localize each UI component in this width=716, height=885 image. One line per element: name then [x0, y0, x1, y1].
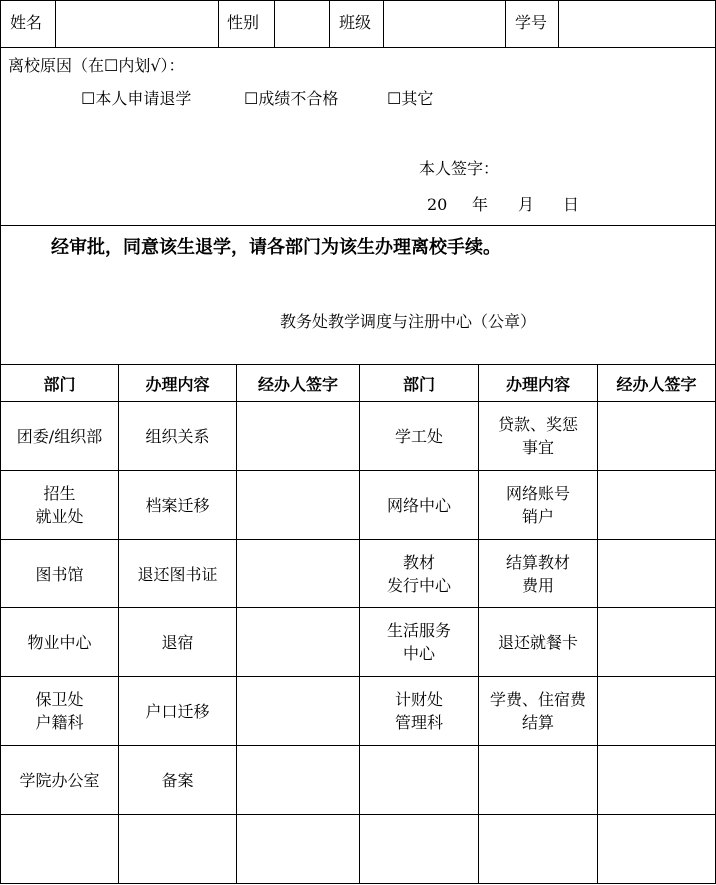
- signature-label: 本人签字：: [419, 159, 500, 178]
- cell-text-line: 计财处: [394, 690, 443, 709]
- gender-label: 性别: [227, 13, 260, 32]
- approval-statement: 经审批，同意该生退学，请各部门为该生办理离校手续。: [51, 237, 501, 258]
- cell-text-line: 档案迁移: [145, 495, 210, 515]
- table-cell-dept-left: [1, 471, 118, 539]
- date-day-label: 日: [563, 195, 580, 214]
- table-cell-signer-right[interactable]: [598, 540, 715, 608]
- table-cell-signer-left[interactable]: [237, 402, 359, 470]
- class-label: 班级: [339, 13, 372, 32]
- table-cell-signer-left[interactable]: [237, 746, 359, 814]
- class-field[interactable]: [384, 1, 504, 46]
- cell-text-line: 事宜: [521, 438, 554, 457]
- cell-text-line: 退还就餐卡: [497, 632, 578, 652]
- gender-field[interactable]: [275, 1, 328, 46]
- name-label: 姓名: [10, 13, 43, 32]
- table-header-dept-right: 部门: [402, 374, 435, 394]
- table-cell-dept-left: [1, 815, 118, 883]
- table-cell-content-right: [479, 402, 597, 470]
- table-cell-content-right: [479, 746, 597, 814]
- table-header-dept-left: 部门: [43, 374, 76, 394]
- table-cell-content-left: [119, 815, 236, 883]
- date-year-prefix: 20: [427, 195, 448, 214]
- cell-text-line: 中心: [402, 644, 435, 663]
- table-cell-signer-right[interactable]: [598, 677, 715, 745]
- reason-option-self-withdraw[interactable]: ☐本人申请退学: [81, 89, 192, 108]
- table-cell-content-left: [119, 540, 236, 608]
- table-cell-signer-left[interactable]: [237, 815, 359, 883]
- cell-text-line: 结算教材: [505, 553, 570, 572]
- table-cell-content-right: [479, 540, 597, 608]
- student-id-field[interactable]: [559, 1, 714, 46]
- cell-text-line: 学院办公室: [19, 770, 100, 790]
- table-cell-dept-left: [1, 608, 118, 676]
- table-header-content-right: 办理内容: [505, 374, 570, 394]
- cell-text-line: 学工处: [394, 426, 443, 446]
- cell-text-line: 教材: [402, 553, 435, 572]
- table-cell-signer-right[interactable]: [598, 402, 715, 470]
- table-header-signer-right: 经办人签字: [616, 374, 697, 394]
- divider-header-row: [0, 47, 716, 48]
- table-cell-dept-right: [360, 608, 478, 676]
- cell-text-line: 管理科: [394, 713, 443, 732]
- cell-text-line: 就业处: [35, 507, 84, 526]
- cell-text-line: 招生: [43, 484, 76, 503]
- cell-text-line: 备案: [161, 770, 194, 790]
- cell-text-line: 学费、住宿费: [489, 690, 586, 709]
- cell-text-line: 网络中心: [386, 495, 451, 515]
- table-cell-dept-left: [1, 677, 118, 745]
- cell-text-line: 退还图书证: [137, 564, 218, 584]
- cell-text-line: 贷款、奖惩: [497, 415, 578, 434]
- table-cell-signer-left[interactable]: [237, 471, 359, 539]
- table-cell-signer-left[interactable]: [237, 608, 359, 676]
- cell-text-line: 物业中心: [27, 632, 92, 652]
- cell-text-line: 户口迁移: [145, 701, 210, 721]
- reason-option-other[interactable]: ☐其它: [387, 89, 434, 108]
- reason-title: 离校原因（在☐内划√）：: [8, 56, 185, 75]
- cell-text-line: 团委/组织部: [16, 426, 103, 446]
- header-sep: [329, 0, 330, 47]
- table-cell-signer-right[interactable]: [598, 471, 715, 539]
- header-sep: [218, 0, 219, 47]
- table-cell-content-right: [479, 471, 597, 539]
- table-cell-content-left: [119, 677, 236, 745]
- table-cell-content-left: [119, 746, 236, 814]
- cell-text-line: 户籍科: [35, 713, 84, 732]
- table-cell-content-right: [479, 677, 597, 745]
- table-cell-dept-right: [360, 540, 478, 608]
- table-cell-content-right: [479, 815, 597, 883]
- table-cell-signer-left[interactable]: [237, 540, 359, 608]
- cell-text-line: 组织关系: [145, 426, 210, 446]
- cell-text-line: 退宿: [161, 632, 194, 652]
- table-cell-content-left: [119, 402, 236, 470]
- cell-text-line: 图书馆: [35, 564, 84, 584]
- header-sep: [505, 0, 506, 47]
- table-cell-signer-right[interactable]: [598, 608, 715, 676]
- table-cell-dept-left: [1, 540, 118, 608]
- table-cell-dept-left: [1, 402, 118, 470]
- name-field[interactable]: [56, 1, 217, 46]
- table-cell-signer-right[interactable]: [598, 746, 715, 814]
- date-month-label: 月: [518, 195, 535, 214]
- student-id-label: 学号: [515, 13, 548, 32]
- table-cell-dept-right: [360, 471, 478, 539]
- table-cell-dept-right: [360, 815, 478, 883]
- table-cell-dept-left: [1, 746, 118, 814]
- cell-text-line: 结算: [521, 713, 554, 732]
- cell-text-line: 销户: [521, 507, 554, 526]
- cell-text-line: 费用: [521, 576, 554, 595]
- table-header-signer-left: 经办人签字: [257, 374, 338, 394]
- reason-option-grades[interactable]: ☐成绩不合格: [244, 89, 339, 108]
- table-cell-signer-left[interactable]: [237, 677, 359, 745]
- table-cell-signer-right[interactable]: [598, 815, 715, 883]
- cell-text-line: 保卫处: [35, 690, 84, 709]
- cell-text-line: 发行中心: [386, 576, 451, 595]
- table-cell-content-right: [479, 608, 597, 676]
- cell-text-line: 网络账号: [505, 484, 570, 503]
- table-cell-content-left: [119, 608, 236, 676]
- divider-reason-section: [0, 225, 716, 226]
- table-cell-dept-right: [360, 746, 478, 814]
- table-cell-dept-right: [360, 677, 478, 745]
- table-cell-content-left: [119, 471, 236, 539]
- approval-issuer: 教务处教学调度与注册中心（公章）: [280, 312, 537, 331]
- cell-text-line: 生活服务: [386, 621, 451, 640]
- date-year-label: 年: [472, 195, 489, 214]
- table-cell-dept-right: [360, 402, 478, 470]
- table-header-content-left: 办理内容: [145, 374, 210, 394]
- border-bottom: [0, 883, 716, 884]
